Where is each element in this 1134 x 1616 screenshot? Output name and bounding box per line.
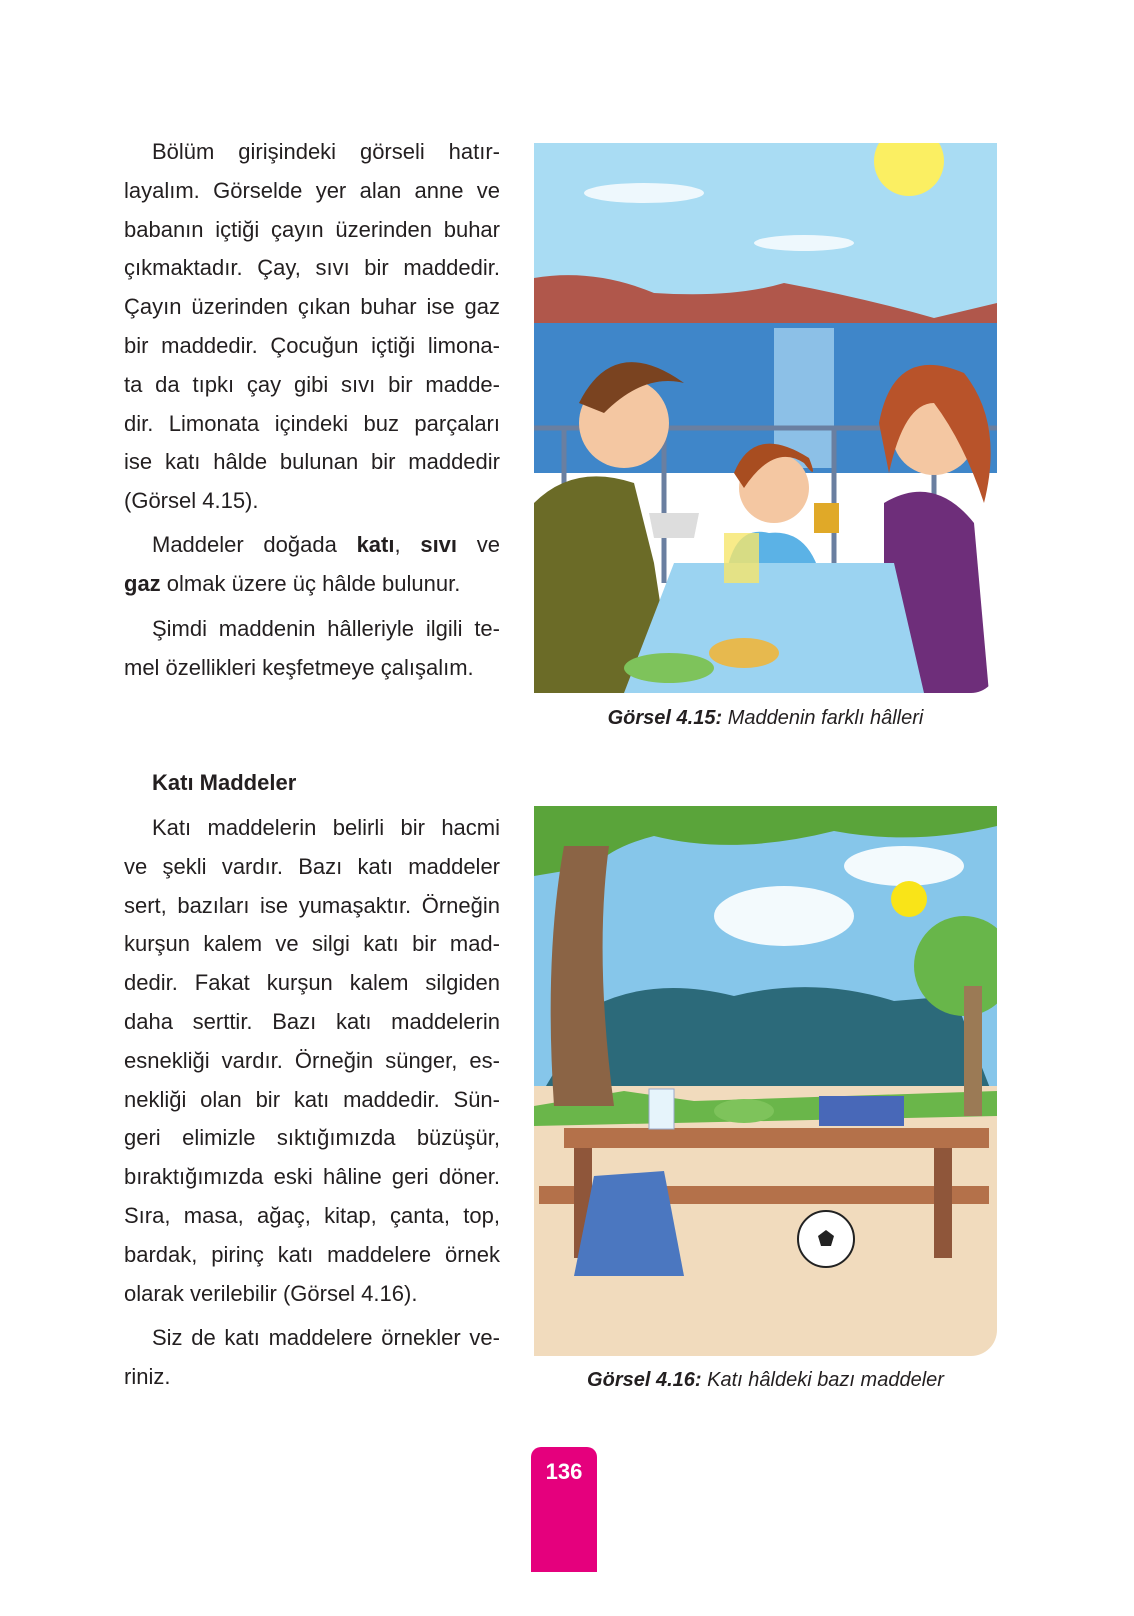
bold-term-liquid: sıvı bbox=[420, 532, 458, 557]
text-line: dedir. Fakat kurşun kalem silgiden bbox=[124, 970, 500, 996]
intro-paragraph-1 bbox=[124, 133, 500, 521]
text-line: esnekliği vardır. Örneğin sünger, es- bbox=[124, 1047, 500, 1073]
figure-caption bbox=[534, 705, 997, 731]
text-line: kurşun kalem ve silgi katı bir mad- bbox=[124, 931, 500, 957]
sun-icon bbox=[891, 881, 927, 917]
sugar-bowl bbox=[709, 638, 779, 668]
text: ve bbox=[457, 532, 500, 557]
solids-paragraph-2 bbox=[124, 1319, 500, 1397]
cookies-plate bbox=[624, 653, 714, 683]
text-line: (Görsel 4.15). bbox=[124, 488, 259, 514]
text-line: Şimdi maddenin hâlleriyle ilgili te- bbox=[152, 616, 500, 641]
text-line: geri elimizle sıktığımızda büzüşür, bbox=[124, 1125, 500, 1151]
text-line: Bölüm girişindeki görseli hatır- bbox=[152, 139, 500, 164]
text: Maddeler doğada bbox=[152, 532, 357, 557]
text-line: bir maddedir. Çocuğun içtiği limona- bbox=[124, 332, 500, 358]
text-line: ta da tıpkı çay gibi sıvı bir madde- bbox=[124, 371, 500, 397]
text-line: bardak, pirinç katı maddelere örnek bbox=[124, 1241, 500, 1267]
books bbox=[819, 1096, 904, 1126]
text-line: ve şekli vardır. Bazı katı maddeler bbox=[124, 853, 500, 879]
intro-paragraph-3 bbox=[124, 610, 500, 688]
rice-bowl bbox=[714, 1099, 774, 1123]
caption-label: Görsel 4.16: bbox=[587, 1369, 702, 1391]
lemonade-glass bbox=[724, 533, 759, 583]
glass bbox=[649, 1089, 674, 1129]
text-line: olarak verilebilir (Görsel 4.16). bbox=[124, 1280, 418, 1306]
picnic-table bbox=[564, 1128, 989, 1148]
text-line: mel özellikleri keşfetmeye çalışalım. bbox=[124, 654, 474, 680]
text-line: babanın içtiği çayın üzerinden buhar bbox=[124, 216, 500, 242]
text-line: Siz de katı maddelere örnekler ve- bbox=[152, 1325, 500, 1350]
text-line bbox=[124, 526, 500, 565]
caption-label: Görsel 4.15: bbox=[607, 707, 723, 729]
text-line: Çayın üzerinden çıkan buhar ise gaz bbox=[124, 294, 500, 320]
figure-solids-park-illustration bbox=[534, 806, 997, 1356]
bold-term-gas: gaz bbox=[124, 570, 161, 596]
text-line: layalım. Görselde yer alan anne ve bbox=[124, 177, 500, 203]
cloud bbox=[844, 846, 964, 886]
text-line: daha serttir. Bazı katı maddelerin bbox=[124, 1008, 500, 1034]
text: olmak üzere üç hâlde bulunur. bbox=[160, 570, 461, 596]
text-line: Katı maddelerin belirli bir hacmi bbox=[152, 815, 500, 840]
cloud bbox=[754, 235, 854, 251]
tea-glass bbox=[814, 503, 839, 533]
intro-paragraph-2 bbox=[124, 526, 500, 604]
text-line: sert, bazıları ise yumaşaktır. Örneğin bbox=[124, 892, 500, 918]
text: , bbox=[394, 532, 401, 557]
text-line: riniz. bbox=[124, 1363, 171, 1389]
text-line: ise katı hâlde bulunan bir maddedir bbox=[124, 449, 500, 475]
text-line bbox=[124, 565, 500, 604]
text-line: bıraktığımızda eski hâline geri döner. bbox=[124, 1164, 500, 1190]
page-number: 136 bbox=[531, 1447, 597, 1572]
text-line: Sıra, masa, ağaç, kitap, çanta, top, bbox=[124, 1202, 500, 1228]
text-line: dir. Limonata içindeki buz parçaları bbox=[124, 410, 500, 436]
section-heading: Katı Maddeler bbox=[152, 770, 297, 795]
cloud bbox=[584, 183, 704, 203]
tea-cup bbox=[649, 513, 699, 538]
figure-family-tea-illustration bbox=[534, 143, 997, 693]
text-line: nekliği olan bir katı maddedir. Sün- bbox=[124, 1086, 500, 1112]
figure-caption bbox=[534, 1367, 997, 1393]
caption-text: Katı hâldeki bazı maddeler bbox=[701, 1369, 944, 1391]
bold-term-solid: katı bbox=[356, 532, 395, 557]
text-line: çıkmaktadır. Çay, sıvı bir maddedir. bbox=[124, 255, 500, 281]
caption-text: Maddenin farklı hâlleri bbox=[722, 707, 924, 729]
cloud bbox=[714, 886, 854, 946]
solids-paragraph-1 bbox=[124, 809, 500, 1313]
